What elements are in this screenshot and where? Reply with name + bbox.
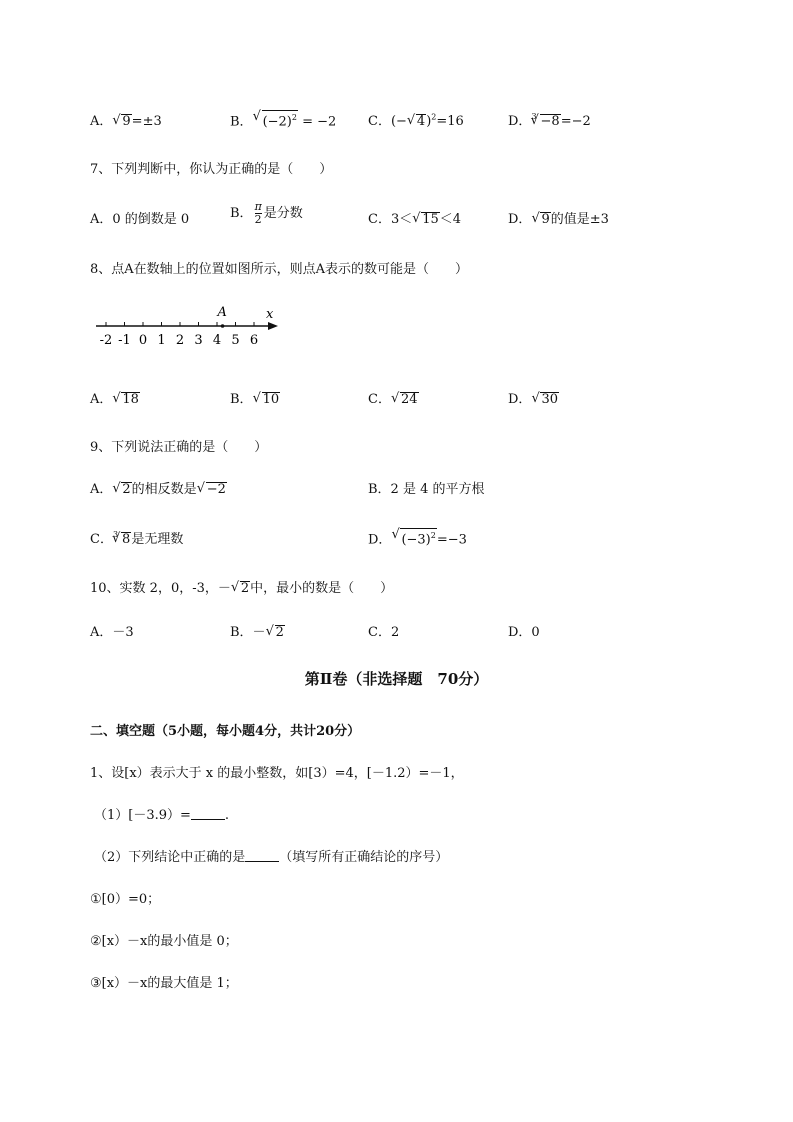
- q8-option-a: [90, 388, 140, 407]
- radical: [231, 581, 250, 596]
- denominator: 2: [254, 213, 262, 226]
- option-rest: =16: [436, 114, 464, 129]
- radicand: 30: [541, 392, 558, 407]
- radicand: 9: [541, 212, 550, 227]
- q8-option-b: [230, 388, 280, 407]
- q8-option-c: [368, 388, 419, 407]
- part2-post: （填写所有正确结论的序号）: [279, 850, 449, 865]
- numerator: π: [254, 200, 262, 213]
- answer-blank[interactable]: [245, 849, 279, 862]
- f1-statement-2: ②[x）－x的最小值是 0；: [90, 934, 238, 949]
- q9-option-c: [90, 528, 183, 547]
- radicand: 2: [122, 482, 131, 497]
- part2-title: 第Ⅱ卷（非选择题 70分）: [304, 670, 489, 688]
- option-rest: 是无理数: [131, 532, 184, 547]
- radical: [112, 392, 140, 407]
- option-label: D．: [508, 392, 532, 407]
- option-label: C．: [368, 114, 391, 129]
- q10-stem: [90, 577, 393, 596]
- f1-statement-3: ③[x）－x的最大值是 1；: [90, 976, 238, 991]
- exponent: 2: [431, 112, 437, 122]
- option-label: A．: [90, 114, 113, 129]
- answer-blank[interactable]: [191, 807, 225, 820]
- paren-open: (−: [390, 114, 407, 129]
- radicand: (−3): [401, 532, 431, 548]
- radical: [197, 482, 227, 497]
- q6-option-d: [508, 110, 591, 129]
- radical: [531, 392, 559, 407]
- radicand: 9: [122, 114, 131, 129]
- paren-close: ): [426, 114, 432, 129]
- q10-option-d: D．0: [508, 625, 540, 640]
- radicand: 18: [122, 392, 139, 407]
- q7-option-b: [230, 201, 303, 226]
- radical: [412, 212, 440, 227]
- radical: [266, 625, 285, 640]
- radical: [112, 114, 131, 129]
- radical: [112, 482, 131, 497]
- axis-x-label: x: [266, 307, 274, 322]
- option-label: B．－: [230, 625, 266, 640]
- radical: [531, 114, 561, 129]
- root-index: 3: [112, 530, 119, 539]
- section2-title: 二、填空题（5小题，每小题4分，共计20分）: [90, 724, 361, 739]
- exponent: 2: [430, 531, 436, 540]
- q7-stem: 7、下列判断中，你认为正确的是（ ）: [90, 162, 333, 177]
- option-rest: 是分数: [263, 206, 303, 221]
- option-label: C．: [90, 532, 113, 547]
- option-rest: =−2: [560, 114, 591, 129]
- axis-tick-label: -2: [99, 333, 113, 348]
- q7-option-d: [508, 208, 609, 227]
- option-label: D．: [508, 212, 532, 227]
- number-line-figure: [92, 302, 292, 352]
- axis-tick-label: 2: [175, 333, 185, 348]
- q10-option-b: [230, 621, 285, 640]
- part1-post: .: [224, 808, 230, 823]
- exponent: 2: [291, 113, 297, 122]
- radical: [531, 212, 550, 227]
- q9-option-d: [368, 528, 467, 547]
- radical: [391, 392, 419, 407]
- axis-tick-label: 4: [212, 333, 222, 348]
- q7-option-a: A．0 的倒数是 0: [90, 212, 190, 227]
- point-a-dot: [221, 324, 225, 328]
- radicand: 15: [422, 212, 439, 227]
- q9-stem: 9、下列说法正确的是（ ）: [90, 440, 268, 455]
- option-label: B．: [230, 392, 253, 407]
- radicand: 4: [416, 114, 426, 129]
- q6-option-c: [368, 110, 464, 129]
- stem-post: 中，最小的数是（ ）: [250, 581, 394, 596]
- option-rest: =−3: [436, 532, 467, 548]
- root-index: 3: [531, 112, 537, 121]
- f1-part2: [94, 846, 448, 865]
- q9-option-b: B．2 是 4 的平方根: [368, 482, 485, 497]
- q8-stem: 8、点A在数轴上的位置如图所示，则点A表示的数可能是（ ）: [90, 262, 469, 277]
- radical: [407, 114, 426, 129]
- q6-option-b: [230, 110, 336, 129]
- f1-part1: [94, 804, 229, 823]
- option-label: B．: [230, 114, 253, 130]
- option-label: D．: [508, 114, 532, 129]
- axis-tick-label: -1: [118, 333, 131, 348]
- radical: [253, 110, 298, 129]
- option-rest: =±3: [131, 114, 162, 129]
- option-rest: 的值是±3: [550, 212, 609, 227]
- part2-pre: （2）下列结论中正确的是: [94, 850, 246, 865]
- option-label: B．: [230, 206, 253, 221]
- axis-tick-label: 6: [249, 333, 259, 348]
- part1-pre: （1）[－3.9）=: [94, 808, 191, 823]
- point-a-label: A: [217, 305, 227, 320]
- axis-tick-label: 0: [138, 333, 148, 348]
- q8-option-d: [508, 388, 559, 407]
- axis-tick-label: 3: [194, 333, 203, 348]
- radicand: 24: [400, 392, 418, 407]
- axis-tick-label: 5: [231, 333, 240, 348]
- radicand: −2: [206, 482, 226, 497]
- option-label: D．: [368, 532, 392, 548]
- option-label: C．: [368, 392, 391, 407]
- radicand: −8: [540, 114, 560, 129]
- radicand: 2: [275, 625, 284, 640]
- radicand: 10: [262, 392, 280, 407]
- radical: [253, 392, 281, 407]
- option-mid: 的相反数是: [131, 482, 197, 497]
- q6-option-a: [90, 110, 162, 129]
- radicand: 8: [122, 532, 131, 547]
- radicand: 2: [240, 581, 250, 596]
- q9-option-a: [90, 478, 227, 497]
- option-label: A．: [90, 482, 113, 497]
- q10-option-c: C．2: [368, 625, 400, 640]
- option-label: C．3＜: [368, 212, 413, 227]
- option-rest: ＜4: [439, 212, 462, 227]
- option-rest: = −2: [297, 114, 337, 130]
- radical: [112, 532, 131, 547]
- f1-statement-1: ①[0）=0；: [90, 892, 161, 907]
- radicand: (−2): [262, 114, 292, 130]
- fraction: [255, 201, 262, 226]
- f1-stem: 1、设[x）表示大于 x 的最小整数，如[3）=4，[－1.2）=－1，: [90, 766, 464, 781]
- q10-option-a: A．－3: [90, 625, 134, 640]
- stem-pre: 10、实数 2，0，-3，－: [90, 581, 231, 596]
- option-label: A．: [90, 392, 113, 407]
- axis-arrow: [268, 322, 278, 330]
- radical: [391, 528, 436, 547]
- q7-option-c: [368, 208, 461, 227]
- axis-tick-label: 1: [157, 333, 166, 348]
